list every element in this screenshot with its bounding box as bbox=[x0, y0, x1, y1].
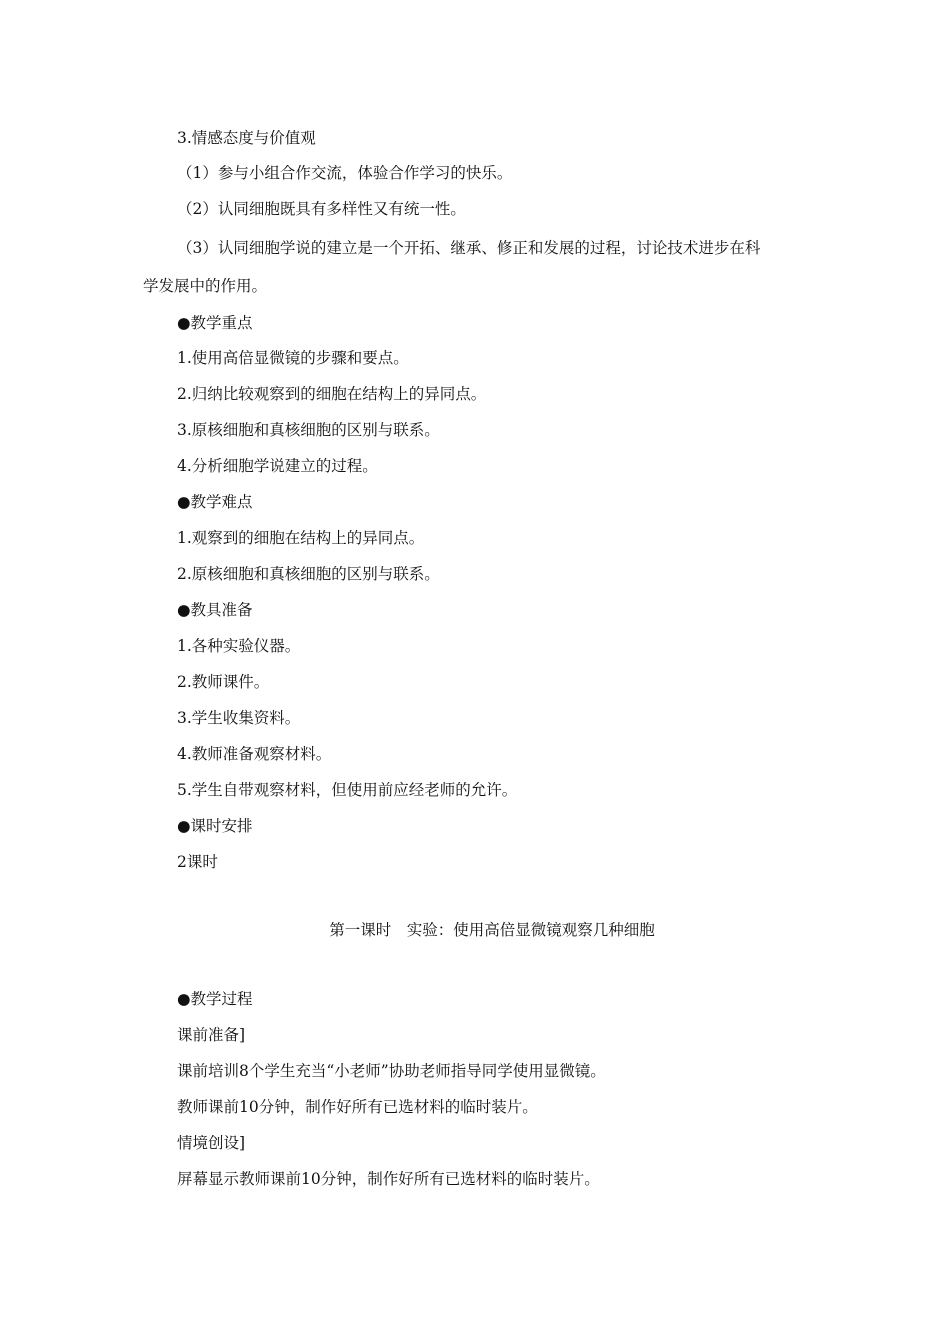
process-paragraph: 教师课前10分钟，制作好所有已选材料的临时装片。 bbox=[177, 1098, 538, 1116]
difficulty-item: 1.观察到的细胞在结构上的异同点。 bbox=[177, 529, 425, 547]
focus-item: 1.使用高倍显微镜的步骤和要点。 bbox=[177, 349, 409, 367]
section-heading-tools: ●教具准备 bbox=[177, 601, 253, 619]
objective-item-continuation: 学发展中的作用。 bbox=[143, 277, 268, 295]
objective-heading: 3.情感态度与价值观 bbox=[177, 129, 316, 147]
section-heading-focus: ●教学重点 bbox=[177, 314, 253, 332]
objective-item: （3）认同细胞学说的建立是一个开拓、继承、修正和发展的过程，讨论技术进步在科 bbox=[177, 239, 761, 257]
tools-item: 2.教师课件。 bbox=[177, 673, 270, 691]
lesson-title: 第一课时 实验：使用高倍显微镜观察几种细胞 bbox=[329, 921, 655, 939]
process-label: 情境创设] bbox=[177, 1134, 246, 1152]
objective-item: （2）认同细胞既具有多样性又有统一性。 bbox=[177, 200, 466, 218]
section-heading-difficulty: ●教学难点 bbox=[177, 493, 253, 511]
schedule-item: 2课时 bbox=[177, 853, 218, 871]
process-paragraph: 屏幕显示教师课前10分钟，制作好所有已选材料的临时装片。 bbox=[177, 1170, 600, 1188]
focus-item: 4.分析细胞学说建立的过程。 bbox=[177, 457, 378, 475]
difficulty-item: 2.原核细胞和真核细胞的区别与联系。 bbox=[177, 565, 440, 583]
focus-item: 3.原核细胞和真核细胞的区别与联系。 bbox=[177, 421, 440, 439]
tools-item: 3.学生收集资料。 bbox=[177, 709, 301, 727]
objective-item: （1）参与小组合作交流，体验合作学习的快乐。 bbox=[177, 164, 513, 182]
tools-item: 1.各种实验仪器。 bbox=[177, 637, 301, 655]
section-heading-process: ●教学过程 bbox=[177, 990, 253, 1008]
section-heading-schedule: ●课时安排 bbox=[177, 817, 253, 835]
tools-item: 4.教师准备观察材料。 bbox=[177, 745, 332, 763]
process-paragraph: 课前培训8个学生充当“小老师”协助老师指导同学使用显微镜。 bbox=[177, 1062, 606, 1080]
tools-item: 5.学生自带观察材料，但使用前应经老师的允许。 bbox=[177, 781, 518, 799]
process-label: 课前准备] bbox=[177, 1026, 246, 1044]
focus-item: 2.归纳比较观察到的细胞在结构上的异同点。 bbox=[177, 385, 487, 403]
